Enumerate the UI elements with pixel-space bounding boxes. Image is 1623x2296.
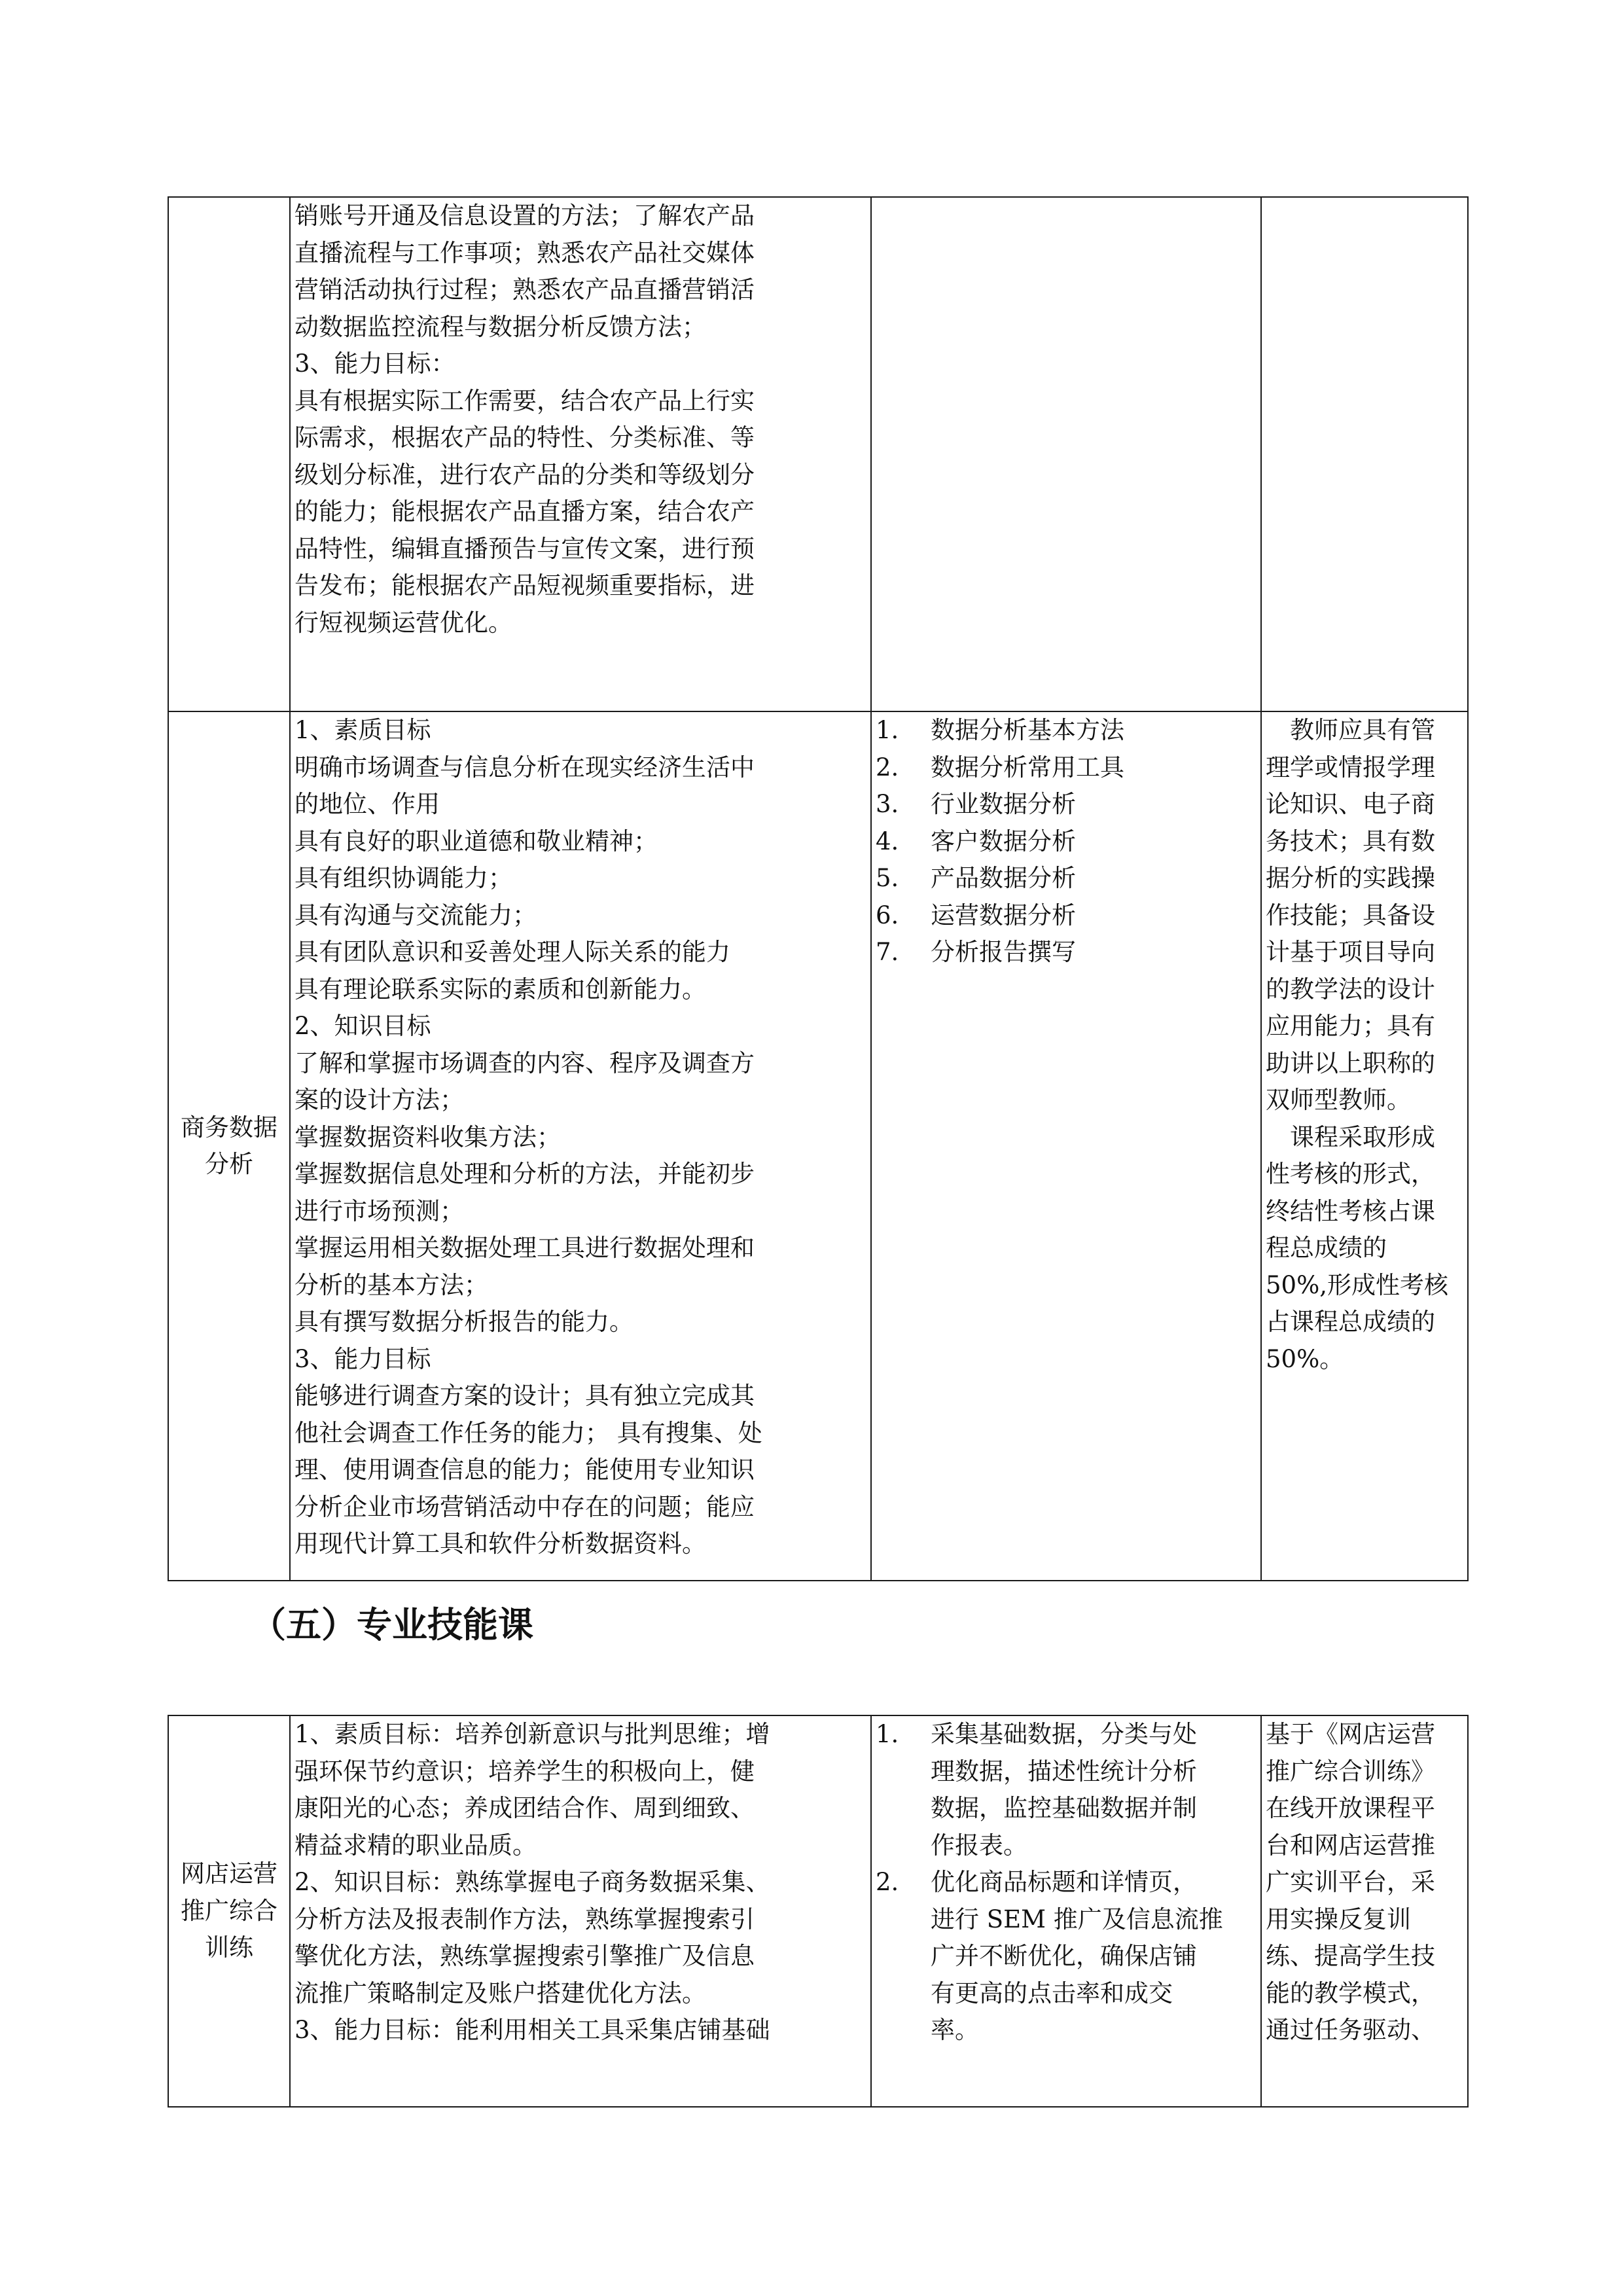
course-name-cell [168, 711, 290, 1581]
goal-line: 分析企业市场营销活动中存在的问题；能应 [294, 1492, 755, 1521]
course-name-cell [168, 197, 290, 711]
content-item-number: 5. [876, 864, 899, 892]
course-goals-text [294, 198, 866, 641]
goal-line: 他社会调查工作任务的能力； 具有搜集、处 [294, 1418, 762, 1447]
content-item-text: 产品数据分析 [931, 864, 1076, 892]
goal-line: 的地位、作用 [294, 790, 440, 818]
table-row [168, 197, 1468, 711]
course-table-professional-core [168, 196, 1469, 1581]
requirement-line: 占课程总成绩的 [1266, 1308, 1435, 1336]
course-content-cell [871, 711, 1261, 1581]
goal-line: 具有根据实际工作需要，结合农产品上行实 [294, 386, 755, 415]
goal-line: 案的设计方法； [294, 1086, 464, 1114]
requirement-line: 据分析的实践操 [1266, 864, 1435, 892]
requirement-line: 性考核的形式， [1266, 1160, 1435, 1188]
goal-line: 具有团队意识和妥善处理人际关系的能力 [294, 938, 730, 966]
course-goals-cell [290, 711, 871, 1581]
goal-line: 2、知识目标 [294, 1012, 431, 1040]
content-item-line: 采集基础数据，分类与处 [931, 1720, 1197, 1748]
requirement-line: 程总成绩的 [1266, 1234, 1387, 1262]
goal-line: 具有撰写数据分析报告的能力。 [294, 1308, 633, 1336]
requirement-line: 基于《网店运营 [1266, 1720, 1435, 1748]
course-goals-text [294, 712, 866, 1563]
content-list-item [876, 786, 1257, 823]
requirement-line: 应用能力；具有 [1266, 1012, 1435, 1040]
goal-line: 际需求，根据农产品的特性、分类标准、等 [294, 423, 755, 452]
goal-line: 能够进行调查方案的设计；具有独立完成其 [294, 1382, 755, 1410]
goal-line: 3、能力目标：能利用相关工具采集店铺基础 [294, 2016, 770, 2044]
content-list-item [876, 860, 1257, 897]
content-item-text: 数据分析常用工具 [931, 753, 1124, 781]
content-item-number: 7. [876, 938, 899, 966]
goal-line: 流推广策略制定及账户搭建优化方法。 [294, 1979, 706, 2007]
goal-line: 级划分标准，进行农产品的分类和等级划分 [294, 460, 755, 489]
goal-line: 3、能力目标： [294, 350, 455, 378]
content-list-item [876, 749, 1257, 787]
content-list-item [876, 1864, 1257, 2049]
course-name-line: 推广综合 [181, 1896, 277, 1925]
content-item-line: 理数据，描述性统计分析 [931, 1757, 1197, 1785]
requirement-line: 作技能；具备设 [1266, 901, 1435, 929]
goal-line: 直播流程与工作事项；熟悉农产品社交媒体 [294, 238, 755, 267]
goal-line: 康阳光的心态；养成团结合作、周到细致、 [294, 1794, 755, 1822]
requirement-line: 课程采取形成 [1266, 1122, 1435, 1151]
goal-line: 的能力；能根据农产品直播方案，结合农产 [294, 497, 755, 526]
teaching-requirements-text [1266, 1716, 1463, 2049]
teaching-requirements-text [1266, 712, 1463, 1378]
teaching-requirements-cell [1261, 711, 1468, 1581]
content-list-item [876, 897, 1257, 935]
course-goals-cell [290, 197, 871, 711]
requirement-line: 终结性考核占课 [1266, 1196, 1435, 1225]
requirement-line: 广实训平台，采 [1266, 1868, 1435, 1896]
goal-line: 告发布；能根据农产品短视频重要指标，进 [294, 571, 755, 600]
content-item-number: 4. [876, 827, 899, 855]
teaching-requirements-cell [1261, 1715, 1468, 2107]
content-item-number: 1. [876, 716, 899, 744]
goal-line: 了解和掌握市场调查的内容、程序及调查方 [294, 1049, 755, 1077]
content-item-line: 作报表。 [931, 1831, 1027, 1859]
requirement-line: 50%,形成性考核 [1266, 1270, 1448, 1299]
requirement-line: 能的教学模式， [1266, 1979, 1435, 2007]
content-item-line: 有更高的点击率和成交 [931, 1979, 1173, 2007]
teaching-requirements-cell [1261, 197, 1468, 711]
goal-line: 营销活动执行过程；熟悉农产品直播营销活 [294, 276, 755, 304]
course-name-line: 网店运营 [181, 1859, 277, 1888]
goal-line: 行短视频运营优化。 [294, 608, 512, 637]
goal-line: 1、素质目标 [294, 716, 431, 744]
goal-line: 掌握数据资料收集方法； [294, 1122, 561, 1151]
content-list-item [876, 712, 1257, 749]
content-item-number: 2. [876, 1868, 899, 1896]
requirement-line: 推广综合训练》 [1266, 1757, 1435, 1785]
requirement-line: 教师应具有管 [1266, 716, 1435, 744]
content-item-text: 数据分析基本方法 [931, 716, 1124, 744]
goal-line: 具有组织协调能力； [294, 864, 512, 892]
requirement-line: 练、提高学生技 [1266, 1942, 1435, 1970]
course-content-list [876, 1716, 1257, 2049]
content-item-line: 广并不断优化，确保店铺 [931, 1942, 1197, 1970]
goal-line: 精益求精的职业品质。 [294, 1831, 537, 1859]
goal-line: 强环保节约意识；培养学生的积极向上，健 [294, 1757, 755, 1785]
requirement-line: 台和网店运营推 [1266, 1831, 1435, 1859]
goal-line: 进行市场预测； [294, 1196, 464, 1225]
content-item-number: 6. [876, 901, 899, 929]
content-item-text: 分析报告撰写 [931, 938, 1076, 966]
course-content-list [876, 712, 1257, 971]
goal-line: 2、知识目标：熟练掌握电子商务数据采集、 [294, 1868, 770, 1896]
course-name-line: 分析 [205, 1150, 253, 1178]
content-item-line: 率。 [931, 2016, 979, 2044]
requirement-line: 助讲以上职称的 [1266, 1049, 1435, 1077]
goal-line: 动数据监控流程与数据分析反馈方法； [294, 312, 706, 341]
content-list-item [876, 934, 1257, 971]
course-name-line: 商务数据 [181, 1113, 277, 1141]
course-content-cell [871, 197, 1261, 711]
content-item-text: 运营数据分析 [931, 901, 1076, 929]
content-list-item [876, 1716, 1257, 1864]
goal-line: 掌握运用相关数据处理工具进行数据处理和 [294, 1234, 755, 1262]
goal-line: 明确市场调查与信息分析在现实经济生活中 [294, 753, 755, 781]
requirement-line: 的教学法的设计 [1266, 975, 1435, 1003]
goal-line: 具有理论联系实际的素质和创新能力。 [294, 975, 706, 1003]
content-item-line: 数据，监控基础数据并制 [931, 1794, 1197, 1822]
content-list-item [876, 823, 1257, 861]
goal-line: 具有沟通与交流能力； [294, 901, 537, 929]
course-name [170, 1856, 288, 1967]
course-name-line: 训练 [205, 1933, 253, 1962]
course-table-professional-skills [168, 1715, 1469, 2108]
requirement-line: 理学或情报学理 [1266, 753, 1435, 781]
goal-line: 分析的基本方法； [294, 1270, 488, 1299]
content-item-text: 客户数据分析 [931, 827, 1076, 855]
goal-line: 具有良好的职业道德和敬业精神； [294, 827, 658, 855]
content-item-number: 2. [876, 753, 899, 781]
content-item-line: 进行 SEM 推广及信息流推 [931, 1905, 1223, 1933]
goal-line: 理、使用调查信息的能力；能使用专业知识 [294, 1456, 755, 1484]
goal-line: 品特性，编辑直播预告与宣传文案，进行预 [294, 534, 755, 563]
course-content-cell [871, 1715, 1261, 2107]
goal-line: 3、能力目标 [294, 1344, 431, 1373]
requirement-line: 双师型教师。 [1266, 1086, 1411, 1114]
content-item-number: 1. [876, 1720, 899, 1748]
section-heading: （五）专业技能课 [251, 1604, 533, 1645]
requirement-line: 计基于项目导向 [1266, 938, 1435, 966]
course-name [170, 1109, 288, 1183]
requirement-line: 在线开放课程平 [1266, 1794, 1435, 1822]
requirement-line: 用实操反复训 [1266, 1905, 1411, 1933]
table-row [168, 711, 1468, 1581]
goal-line: 用现代计算工具和软件分析数据资料。 [294, 1530, 706, 1558]
requirement-line: 论知识、电子商 [1266, 790, 1435, 818]
content-item-line: 优化商品标题和详情页， [931, 1868, 1197, 1896]
course-goals-cell [290, 1715, 871, 2107]
content-item-number: 3. [876, 790, 899, 818]
goal-line: 擎优化方法，熟练掌握搜索引擎推广及信息 [294, 1942, 755, 1970]
requirement-line: 务技术；具有数 [1266, 827, 1435, 855]
table-row [168, 1715, 1468, 2107]
requirement-line: 通过任务驱动、 [1266, 2016, 1435, 2044]
content-item-text: 行业数据分析 [931, 790, 1076, 818]
goal-line: 销账号开通及信息设置的方法；了解农产品 [294, 202, 755, 230]
course-goals-text [294, 1716, 866, 2049]
goal-line: 掌握数据信息处理和分析的方法，并能初步 [294, 1160, 755, 1188]
content-item-text [931, 1716, 1257, 1864]
requirement-line: 50%。 [1266, 1344, 1344, 1373]
course-name-cell [168, 1715, 290, 2107]
content-item-text [931, 1864, 1257, 2049]
goal-line: 1、素质目标：培养创新意识与批判思维；增 [294, 1720, 770, 1748]
goal-line: 分析方法及报表制作方法，熟练掌握搜索引 [294, 1905, 755, 1933]
